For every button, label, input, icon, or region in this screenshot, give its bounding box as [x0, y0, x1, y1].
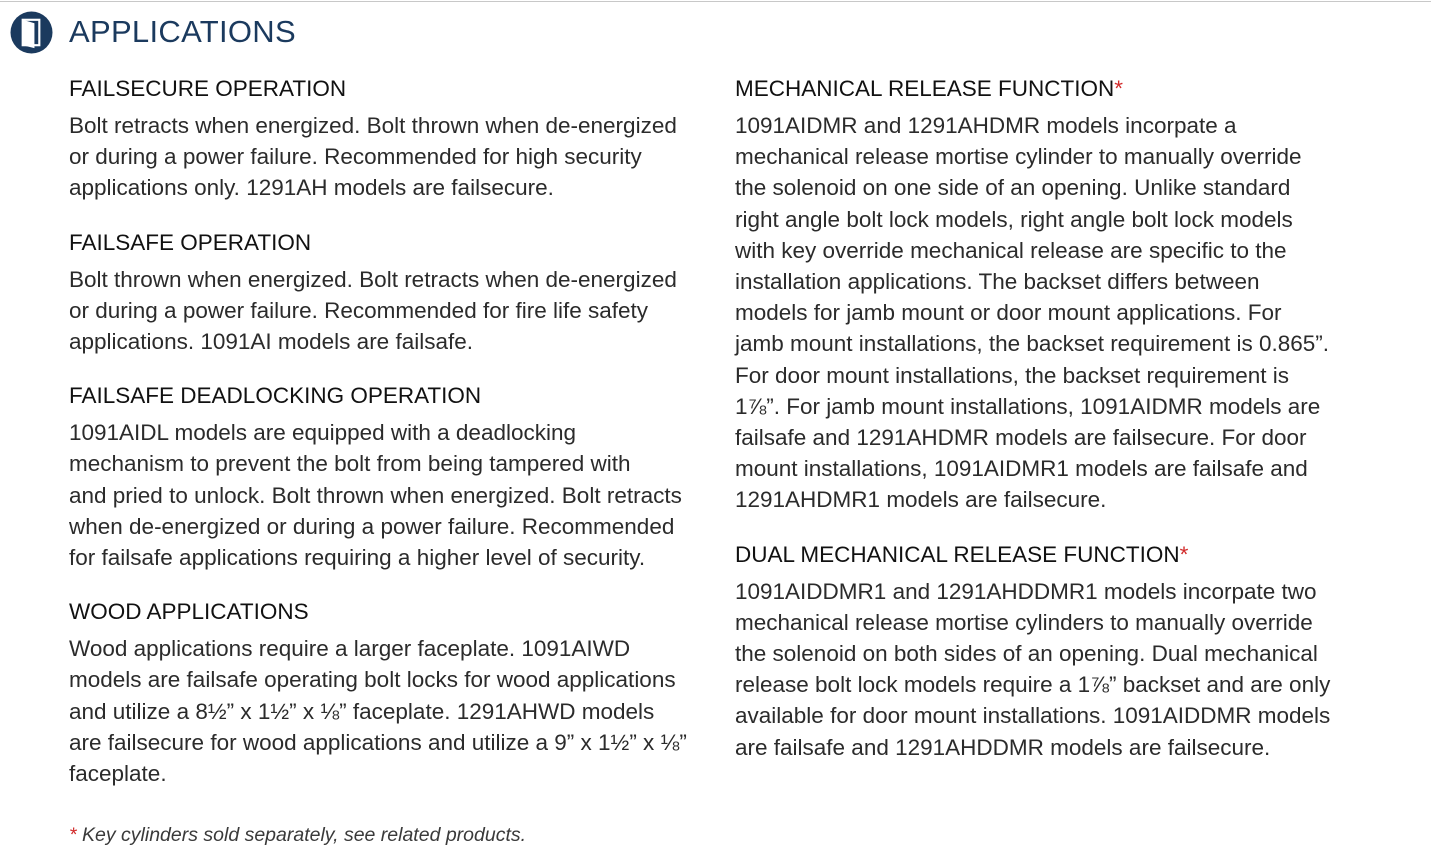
- section-heading: [735, 540, 1415, 570]
- text-line: Bolt retracts when energized. Bolt thrown when de-energized: [69, 113, 677, 138]
- text-line: when de-energized or during a power failure. Recommended: [69, 513, 675, 539]
- page-title: APPLICATIONS: [69, 14, 296, 49]
- section-heading: FAILSECURE OPERATION: [69, 76, 347, 101]
- section-failsafe-operation: [69, 228, 719, 358]
- text-line: failsafe and 1291AHDMR models are failsecure. For door: [735, 425, 1307, 451]
- text-line: faceplate.: [69, 761, 167, 787]
- top-divider: [0, 1, 1431, 2]
- section-heading: [735, 74, 1415, 104]
- text-line: for failsafe applications requiring a higher level of security.: [69, 545, 646, 571]
- footnote-text: Key cylinders sold separately, see related products.: [76, 824, 527, 846]
- text-line: or during a power failure. Recommended for fire life safety: [69, 297, 649, 323]
- text-line: available for door mount installations. 1091AIDDMR models: [735, 703, 1331, 729]
- text-line: 1291AHDMR1 models are failsecure.: [735, 487, 1107, 513]
- footnote: [69, 824, 526, 847]
- text-line: and utilize a 8½” x 1½” x ⅛” faceplate. 1291AHWD models: [69, 698, 655, 724]
- text-line: models are failsafe operating bolt locks for wood applications: [69, 667, 676, 693]
- section-failsecure-operation: [69, 74, 719, 204]
- text-line: jamb mount installations, the backset requirement is 0.865”.: [735, 331, 1330, 357]
- section-heading: FAILSAFE OPERATION: [69, 229, 312, 255]
- text-line: Bolt thrown when energized. Bolt retracts when de-energized: [69, 266, 677, 292]
- text-line: the solenoid on one side of an opening. Unlike standard: [735, 175, 1291, 201]
- section-failsafe-deadlocking-operation: [69, 381, 719, 573]
- section-text: [69, 417, 719, 573]
- text-line: are failsafe and 1291AHDDMR models are failsecure.: [735, 734, 1271, 760]
- section-text: [735, 110, 1415, 516]
- asterisk-marker: *: [1114, 76, 1123, 101]
- text-line: 1091AIDL models are equipped with a deadlocking: [69, 420, 577, 446]
- text-line: with key override mechanical release are specific to the: [735, 237, 1287, 263]
- right-column: [735, 74, 1415, 787]
- text-line: the solenoid on both sides of an opening. Dual mechanical: [735, 641, 1318, 667]
- text-line: mechanical release mortise cylinder to manually override: [735, 144, 1302, 170]
- text-line: 1091AIDDMR1 and 1291AHDDMR1 models incorpate two: [735, 578, 1317, 604]
- text-line: right angle bolt lock models, right angle bolt lock models: [735, 206, 1293, 232]
- section-text: [69, 110, 719, 204]
- section-wood-applications: [69, 597, 719, 789]
- text-line: 1091AIDMR and 1291AHDMR models incorpate a: [735, 113, 1237, 138]
- text-line: or during a power failure. Recommended for high security: [69, 144, 642, 170]
- section-heading-text: DUAL MECHANICAL RELEASE FUNCTION: [735, 541, 1180, 567]
- section-heading-text: MECHANICAL RELEASE FUNCTION: [735, 76, 1115, 101]
- asterisk-marker: *: [1179, 541, 1189, 567]
- text-line: mechanical release mortise cylinders to manually override: [735, 609, 1313, 635]
- section-heading: WOOD APPLICATIONS: [69, 599, 309, 625]
- text-line: 1⅞”. For jamb mount installations, 1091AIDMR models are: [735, 393, 1321, 419]
- door-icon: [10, 11, 53, 54]
- text-line: applications. 1091AI models are failsafe.: [69, 329, 473, 355]
- text-line: mechanism to prevent the bolt from being tampered with: [69, 451, 631, 477]
- left-column: [69, 74, 719, 813]
- text-line: release bolt lock models require a 1⅞” backset and are only: [735, 672, 1331, 698]
- text-line: are failsecure for wood applications and utilize a 9” x 1½” x ⅛”: [69, 729, 687, 755]
- section-dual-mechanical-release-function: [735, 540, 1415, 763]
- section-mechanical-release-function: [735, 74, 1415, 516]
- text-line: mount installations, 1091AIDMR1 models are failsafe and: [735, 456, 1308, 482]
- text-line: Wood applications require a larger faceplate. 1091AIWD: [69, 636, 631, 662]
- text-line: installation applications. The backset differs between: [735, 269, 1260, 295]
- section-heading: FAILSAFE DEADLOCKING OPERATION: [69, 383, 482, 409]
- text-line: For door mount installations, the backset requirement is: [735, 362, 1290, 388]
- text-line: and pried to unlock. Bolt thrown when energized. Bolt retracts: [69, 482, 682, 508]
- text-line: applications only. 1291AH models are failsecure.: [69, 175, 554, 201]
- text-line: models for jamb mount or door mount applications. For: [735, 300, 1282, 326]
- section-text: [735, 576, 1415, 763]
- section-text: [69, 264, 719, 358]
- page-header: [10, 10, 296, 54]
- asterisk-marker: *: [69, 824, 77, 846]
- section-text: [69, 633, 719, 789]
